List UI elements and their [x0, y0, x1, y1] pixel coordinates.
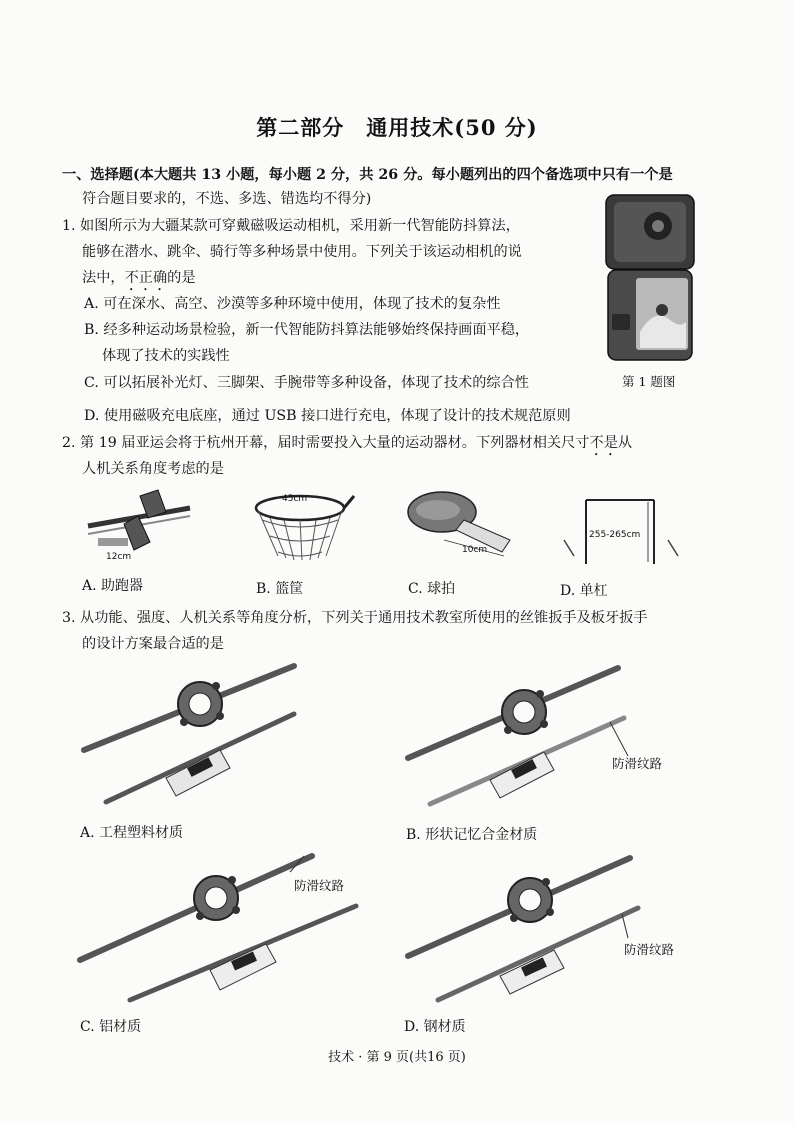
q1-stem-line2: 能够在潜水、跳伞、骑行等多种场景中使用。下列关于该运动相机的说 — [82, 244, 522, 260]
q2-stem-pre: 2. 第 19 届亚运会将于杭州开幕，届时需要投入大量的运动器材。下列器材相关尺寸 — [62, 435, 590, 451]
q2-stem-line2: 人机关系角度考虑的是 — [82, 461, 224, 477]
q1-option-a: A. 可在深水、高空、沙漠等多种环境中使用，体现了技术的复杂性 — [84, 296, 501, 312]
q2-option-a: A. 助跑器 — [82, 578, 144, 594]
q1-option-d: D. 使用磁吸充电底座，通过 USB 接口进行充电，体现了设计的技术规范原则 — [84, 408, 571, 424]
section-heading: 一、选择题(本大题共 13 小题，每小题 2 分，共 26 分。每小题列出的四个备选项中只有一个是 — [62, 167, 673, 183]
page-footer: 技术 · 第 9 页(共16 页) — [328, 1050, 466, 1065]
starting-block-figure — [84, 486, 196, 564]
q2-label-c: 10cm — [462, 545, 488, 555]
q2-stem-line1 — [62, 433, 632, 459]
q1-option-b-line1: B. 经多种运动场景检验，新一代智能防抖算法能够始终保持画面平稳， — [84, 322, 530, 338]
wrench-set-b — [404, 658, 630, 808]
q1-stem-emphasis: 不正确 — [124, 270, 168, 286]
q2-label-d: 255-265cm — [589, 530, 641, 540]
q1-option-b-line2: 体现了技术的实践性 — [102, 348, 230, 364]
wrench-set-d — [404, 852, 640, 1008]
q1-option-c: C. 可以拓展补光灯、三脚架、手腕带等多种设备，体现了技术的综合性 — [84, 375, 529, 391]
q2-label-a: 12cm — [106, 552, 132, 562]
racket-figure — [404, 490, 516, 560]
page-title: 第二部分 通用技术(50 分) — [256, 115, 538, 140]
q3-option-c: C. 铝材质 — [80, 1019, 142, 1035]
anti-slip-label-b: 防滑纹路 — [612, 756, 663, 771]
q1-stem-line3 — [82, 268, 196, 294]
anti-slip-label-c: 防滑纹路 — [294, 878, 345, 893]
q2-label-b: 45cm — [282, 494, 308, 504]
q1-stem-post: 的是 — [167, 270, 196, 286]
q2-stem-emphasis: 不是 — [589, 435, 618, 451]
q3-option-b: B. 形状记忆合金材质 — [406, 827, 538, 843]
q3-stem-line2: 的设计方案最合适的是 — [82, 636, 224, 652]
q1-stem-line1: 1. 如图所示为大疆某款可穿戴磁吸运动相机，采用新一代智能防抖算法， — [62, 218, 520, 234]
camera-figure — [600, 192, 700, 364]
wrench-set-a — [80, 658, 306, 808]
q2-option-d: D. 单杠 — [560, 583, 608, 599]
q3-option-a: A. 工程塑料材质 — [80, 825, 184, 841]
q2-option-b: B. 篮筐 — [256, 581, 304, 597]
wrench-set-c — [76, 850, 362, 1010]
q2-option-c: C. 球拍 — [408, 581, 456, 597]
q3-option-d: D. 钢材质 — [404, 1019, 466, 1035]
q1-figure-caption: 第 1 题图 — [622, 374, 676, 389]
q2-stem-post: 从 — [617, 435, 633, 451]
q1-stem-pre: 法中， — [82, 270, 125, 286]
section-heading-cont: 符合题目要求的，不选、多选、错选均不得分) — [82, 191, 372, 207]
anti-slip-label-d: 防滑纹路 — [624, 942, 675, 957]
q3-stem-line1: 3. 从功能、强度、人机关系等角度分析，下列关于通用技术教室所使用的丝锥扳手及板牙扳手 — [62, 610, 648, 626]
